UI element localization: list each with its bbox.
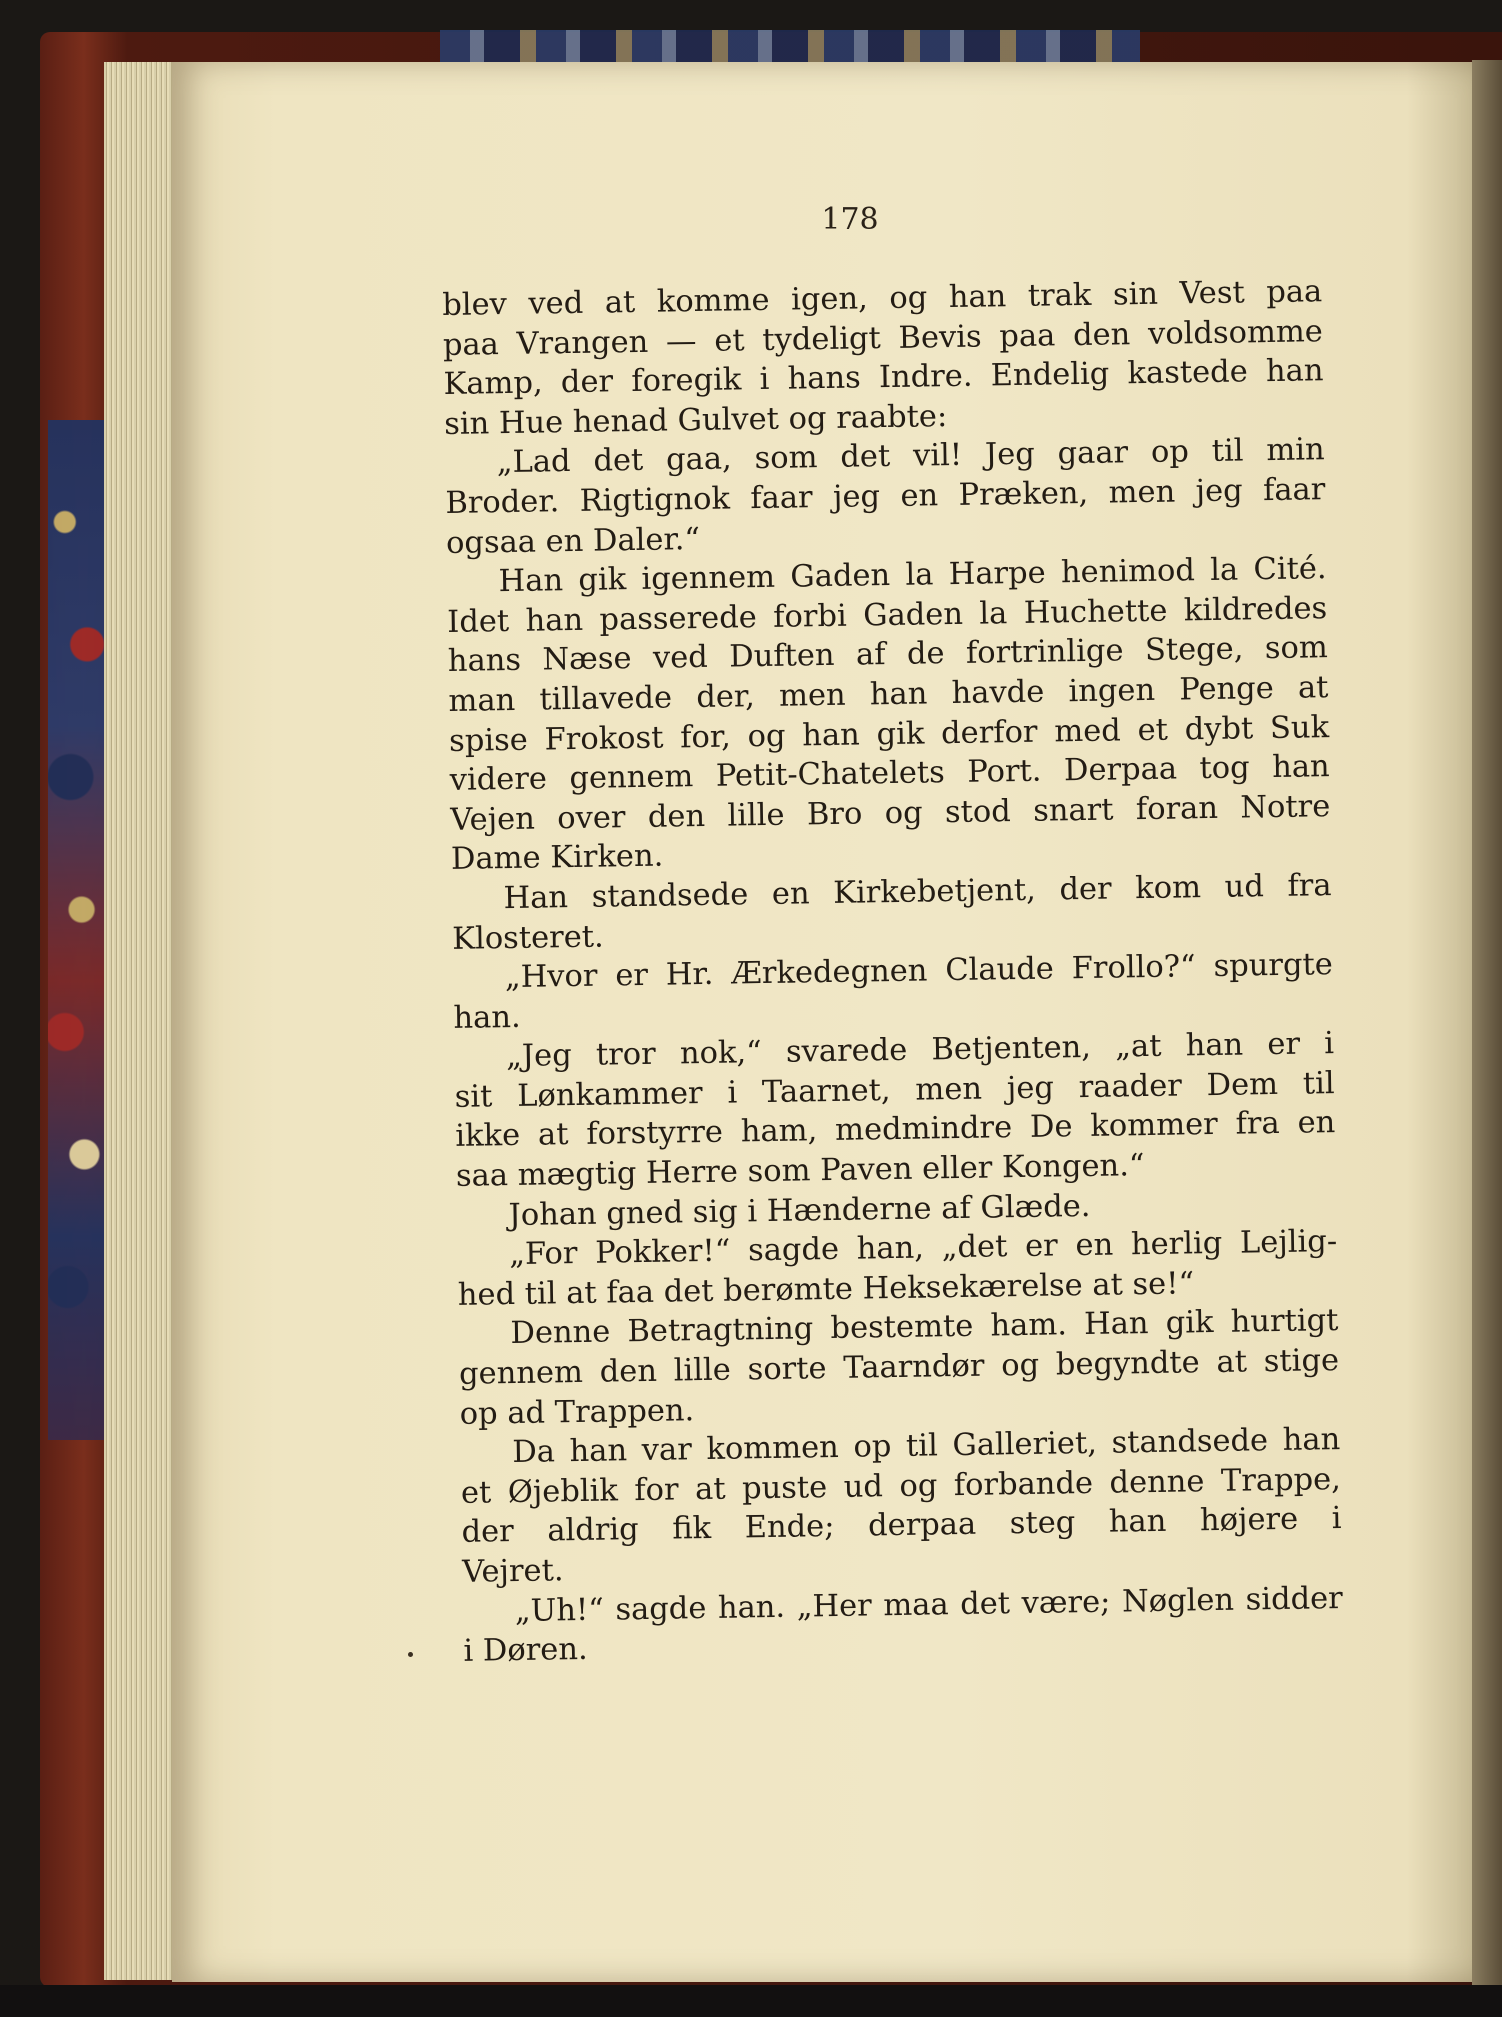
text-line: han. bbox=[453, 999, 521, 1036]
text-line: Denne Betragtning bestemte ham. Han gik hurtigt bbox=[510, 1303, 1339, 1352]
text-line: Han standsede en Kirkebetjent, der kom ud fra bbox=[503, 868, 1332, 917]
text-line: sit Lønkammer i Taarnet, men jeg raader Dem til bbox=[454, 1065, 1335, 1115]
text-line: Dame Kirken. bbox=[450, 838, 664, 878]
text-line: ikke at forstyrre ham, medmindre De kommer fra en bbox=[455, 1105, 1336, 1155]
marbled-endpaper bbox=[48, 420, 104, 1440]
text-line: der aldrig fik Ende; derpaa steg han højere i bbox=[461, 1501, 1342, 1551]
text-line: paa Vrangen — et tydeligt Bevis paa den voldsomme bbox=[442, 313, 1324, 363]
margin-mark bbox=[408, 1652, 413, 1657]
text-line: hed til at faa det berømte Heksekærelse at se!“ bbox=[457, 1266, 1195, 1313]
text-line: man tillavede der, men han havde ingen Penge at bbox=[448, 670, 1329, 719]
text-line: gennem den lille sorte Taarndør og begyndte at stige bbox=[458, 1343, 1340, 1392]
text-line: Da han var kommen op til Galleriet, standsede han bbox=[512, 1422, 1341, 1471]
text-line: Johan gned sig i Hænderne af Glæde. bbox=[508, 1188, 1091, 1233]
text-line: videre gennem Petit-Chatelets Port. Derpaa tog han bbox=[449, 749, 1330, 799]
text-line: Idet han passerede forbi Gaden la Huchette kildredes bbox=[447, 590, 1328, 640]
text-line: „Jeg tror nok,“ svarede Betjenten, „at han er i bbox=[505, 1026, 1335, 1075]
page-number: 178 bbox=[821, 202, 879, 237]
text-line: Han gik igennem Gaden la Harpe henimod la Cité. bbox=[498, 551, 1327, 600]
cover-top-edge bbox=[440, 30, 1140, 62]
text-line: Klosteret. bbox=[451, 919, 604, 957]
right-page-edge bbox=[1472, 60, 1502, 1985]
text-line: „Lad det gaa, som det vil! Jeg gaar op til min bbox=[496, 432, 1325, 481]
text-line: Vejen over den lille Bro og stod snart foran Notre bbox=[450, 788, 1331, 838]
text-line: op ad Trappen. bbox=[459, 1392, 695, 1432]
text-line: Vejret. bbox=[461, 1553, 564, 1590]
page-text bbox=[442, 272, 1344, 1671]
text-line: saa mægtig Herre som Paven eller Kongen.“ bbox=[455, 1148, 1145, 1194]
text-line: „Uh!“ sagde han. „Her maa det være; Nøglen sidder bbox=[514, 1580, 1343, 1629]
text-line: blev ved at komme igen, og han trak sin Vest paa bbox=[442, 274, 1323, 323]
text-line: Kamp, der foregik i hans Indre. Endelig kastede han bbox=[443, 353, 1324, 403]
text-line: Broder. Rigtignok faar jeg en Præken, men jeg faar bbox=[445, 472, 1326, 521]
text-line: spise Frokost for, og han gik derfor med et dybt Suk bbox=[448, 709, 1330, 759]
text-line: ogsaa en Daler.“ bbox=[445, 521, 701, 561]
scan-bottom-band bbox=[0, 1985, 1502, 2017]
text-line: sin Hue henad Gulvet og raabte: bbox=[443, 398, 948, 442]
text-line: hans Næse ved Duften af de fortrinlige Stege, som bbox=[447, 630, 1329, 680]
text-line: et Øjeblik for at puste ud og forbande denne Trappe, bbox=[460, 1461, 1342, 1511]
text-line: i Døren. bbox=[463, 1632, 588, 1670]
text-line: „Hvor er Hr. Ærkedegnen Claude Frollo?“ spurgte bbox=[504, 947, 1334, 996]
text-line: „For Pokker!“ sagde han, „det er en herlig Lejlig- bbox=[508, 1224, 1338, 1273]
